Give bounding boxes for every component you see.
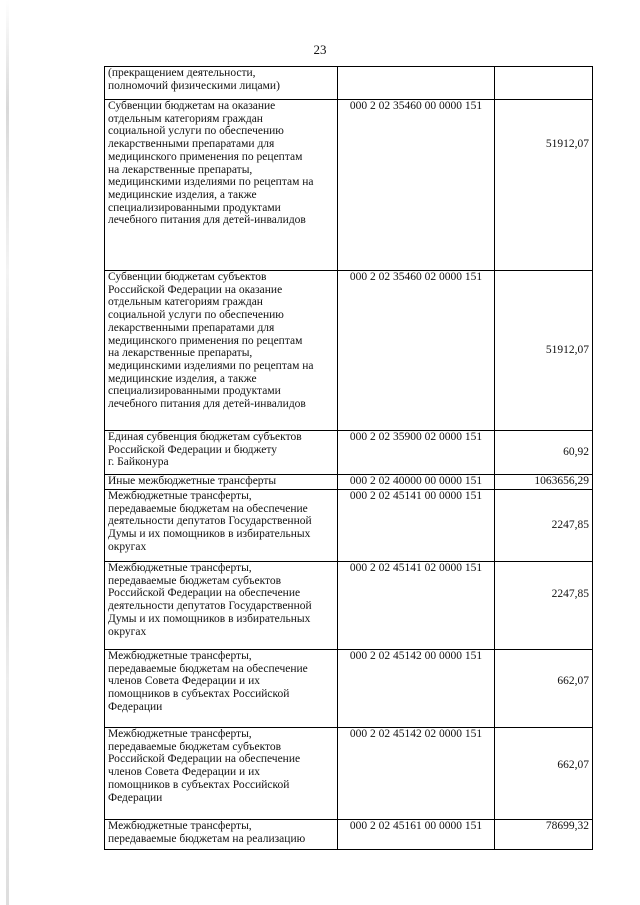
- row-amount: 60,92: [495, 431, 593, 475]
- row-code: 000 2 02 40000 00 0000 151: [338, 475, 495, 490]
- row-amount: 1063656,29: [495, 475, 593, 490]
- table-row: [105, 650, 593, 728]
- row-amount: 51912,07: [495, 100, 593, 271]
- row-description: Межбюджетные трансферты, передаваемые бюджетам на обеспечение деятельности депутатов Государственной Думы и их помощников в избирательных округах: [105, 490, 338, 562]
- row-description: (прекращением деятельности, полномочий физическими лицами): [105, 67, 338, 100]
- scan-left-edge: [6, 0, 9, 905]
- row-description: Межбюджетные трансферты, передаваемые бюджетам на реализацию: [105, 820, 338, 850]
- row-description: Межбюджетные трансферты, передаваемые бюджетам субъектов Российской Федерации на обеспечение деятельности депутатов Государственной Думы и их помощников в избирательных округах: [105, 562, 338, 650]
- row-code: 000 2 02 45161 00 0000 151: [338, 820, 495, 850]
- row-amount: 2247,85: [495, 490, 593, 562]
- row-code: 000 2 02 35900 02 0000 151: [338, 431, 495, 475]
- row-code: 000 2 02 45142 00 0000 151: [338, 650, 495, 728]
- table-row: [105, 67, 593, 100]
- row-code: 000 2 02 45141 00 0000 151: [338, 490, 495, 562]
- row-amount: 78699,32: [495, 820, 593, 850]
- row-description: Субвенции бюджетам субъектов Российской Федерации на оказание отдельным категориям граждан социальной услуги по обеспечению лекарственными препаратами для медицинского применения по рецептам на лекарственные препараты, медицинскими изделиями по рецептам на медицинские изделия, а также специализированными продуктами лечебного питания для детей-инвалидов: [105, 271, 338, 431]
- table-row: [105, 431, 593, 475]
- table-row: [105, 475, 593, 490]
- table-row: [105, 562, 593, 650]
- row-amount: 662,07: [495, 728, 593, 820]
- row-amount: 51912,07: [495, 271, 593, 431]
- row-amount: 2247,85: [495, 562, 593, 650]
- table-row: [105, 820, 593, 850]
- table-row: [105, 490, 593, 562]
- table-row: [105, 271, 593, 431]
- row-description: Иные межбюджетные трансферты: [105, 475, 338, 490]
- row-code: 000 2 02 45142 02 0000 151: [338, 728, 495, 820]
- table-row: [105, 728, 593, 820]
- table-row: [105, 100, 593, 271]
- row-description: Межбюджетные трансферты, передаваемые бюджетам на обеспечение членов Совета Федерации и их помощников в субъектах Российской Федерации: [105, 650, 338, 728]
- budget-table: [104, 66, 593, 850]
- row-code: 000 2 02 45141 02 0000 151: [338, 562, 495, 650]
- row-amount: [495, 67, 593, 100]
- row-code: [338, 67, 495, 100]
- row-description: Единая субвенция бюджетам субъектов Российской Федерации и бюджету г. Байконура: [105, 431, 338, 475]
- row-description: Субвенции бюджетам на оказание отдельным категориям граждан социальной услуги по обеспечению лекарственными препаратами для медицинского применения по рецептам на лекарственные препараты, медицинскими изделиями по рецептам на медицинские изделия, а также специализированными продуктами лечебного питания для детей-инвалидов: [105, 100, 338, 271]
- row-code: 000 2 02 35460 02 0000 151: [338, 271, 495, 431]
- row-description: Межбюджетные трансферты, передаваемые бюджетам субъектов Российской Федерации на обеспечение членов Совета Федерации и их помощников в субъектах Российской Федерации: [105, 728, 338, 820]
- row-amount: 662,07: [495, 650, 593, 728]
- page-number: 23: [313, 42, 327, 57]
- row-code: 000 2 02 35460 00 0000 151: [338, 100, 495, 271]
